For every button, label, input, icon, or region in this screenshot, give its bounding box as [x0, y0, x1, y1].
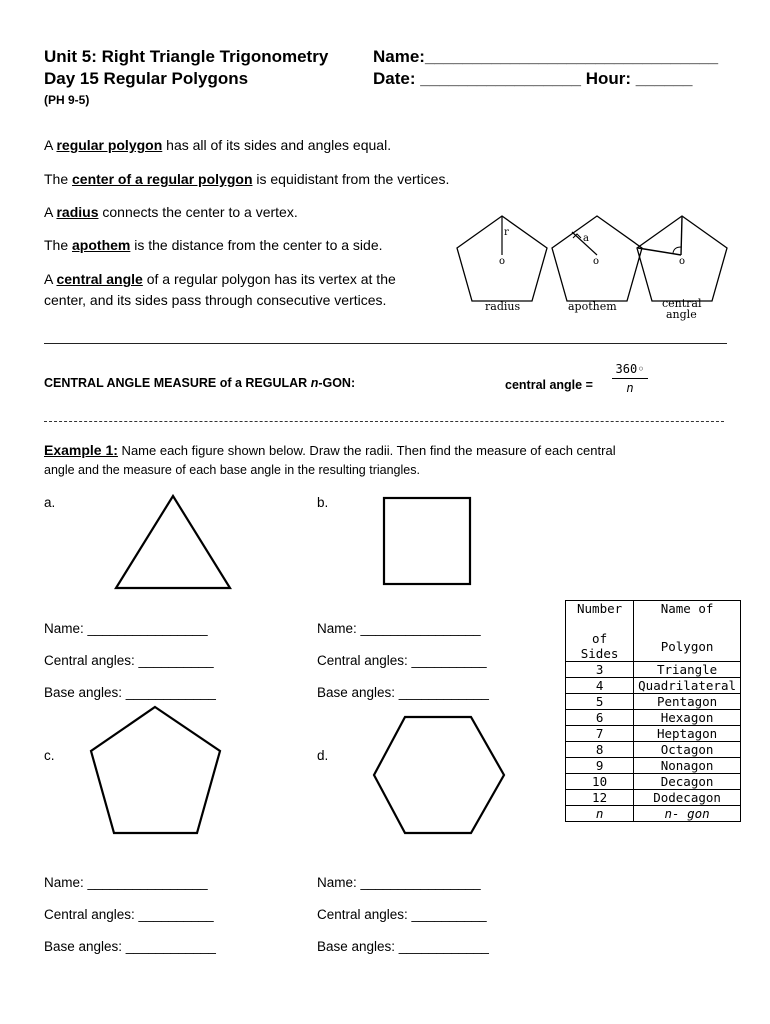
table-header-row-2: [566, 631, 741, 662]
center-o-label: o: [499, 256, 506, 267]
table-row: 8 Octagon: [566, 742, 741, 758]
item-a-central-field[interactable]: Central angles: __________: [44, 653, 214, 668]
central-angle-arc: [673, 247, 681, 253]
table-row: 6 Hexagon: [566, 710, 741, 726]
name-field[interactable]: [373, 47, 718, 67]
item-c-central-field[interactable]: Central angles: __________: [44, 907, 214, 922]
item-d-base-field[interactable]: Base angles: ____________: [317, 939, 489, 954]
item-a-letter: a.: [44, 495, 56, 510]
term: center of a regular polygon: [72, 171, 253, 187]
table-row: 12 Dodecagon: [566, 790, 741, 806]
pentagon-figure[interactable]: [88, 703, 228, 843]
table-row: 3 Triangle: [566, 662, 741, 678]
term: radius: [56, 204, 99, 220]
term: central angle: [56, 271, 143, 287]
item-c-name-field[interactable]: Name: ________________: [44, 875, 208, 890]
date-hour-fields[interactable]: [373, 69, 693, 89]
table-row: 5 Pentagon: [566, 694, 741, 710]
apothem-caption: apothem: [568, 300, 617, 313]
definition-central-angle: A central angle of a regular polygon has its vertex at the: [44, 271, 396, 287]
table-row: n n- gon: [566, 806, 741, 822]
example-instructions: Example 1: Name each figure shown below. Draw the radii. Then find the measure of each central: [44, 442, 616, 458]
header-of-sides: of Sides: [566, 631, 634, 662]
angle-caption: angle: [666, 308, 697, 321]
apothem-a-label: a: [583, 233, 589, 244]
hour-label: Hour:: [585, 69, 632, 88]
table-header-row: [566, 601, 741, 632]
item-d-central-field[interactable]: Central angles: __________: [317, 907, 487, 922]
item-a-name-field[interactable]: Name: ________________: [44, 621, 208, 636]
item-b-central-field[interactable]: Central angles: __________: [317, 653, 487, 668]
triangle-figure[interactable]: [110, 490, 236, 594]
item-a-base-field[interactable]: Base angles: ____________: [44, 685, 216, 700]
date-label: Date:: [373, 69, 416, 88]
header-number: Number: [566, 601, 634, 632]
table-row: 9 Nonagon: [566, 758, 741, 774]
formula-fraction: [612, 362, 648, 395]
name-line: _______________________________: [424, 47, 719, 66]
central-caption: central: [662, 297, 702, 310]
radius-r-label: r: [504, 227, 509, 238]
item-c-letter: c.: [44, 748, 55, 763]
formula-lhs: central angle =: [505, 378, 593, 392]
table-row: 4 Quadrilateral: [566, 678, 741, 694]
divider-top: [44, 343, 727, 344]
definition-radius: A radius connects the center to a vertex.: [44, 204, 298, 220]
definition-center: The center of a regular polygon is equidistant from the vertices.: [44, 171, 450, 187]
radius-caption: radius: [485, 300, 521, 313]
header-polygon: Polygon: [634, 631, 741, 662]
square-figure[interactable]: [378, 494, 476, 592]
apothem-center-label: o: [593, 256, 600, 267]
item-d-name-field[interactable]: Name: ________________: [317, 875, 481, 890]
pentagon-diagram: [452, 208, 737, 326]
hour-line: ______: [635, 69, 693, 88]
item-d-letter: d.: [317, 748, 329, 763]
table-row: 10 Decagon: [566, 774, 741, 790]
item-b-base-field[interactable]: Base angles: ____________: [317, 685, 489, 700]
section-reference: (PH 9-5): [44, 93, 90, 107]
header-name-of: Name of: [634, 601, 741, 632]
example-instructions-line2: angle and the measure of each base angle in the resulting triangles.: [44, 463, 420, 477]
central-center-label: o: [679, 256, 686, 267]
day-title: Day 15 Regular Polygons: [44, 69, 249, 88]
polygon-names-table: [565, 600, 741, 822]
example-label: Example 1:: [44, 442, 118, 458]
definition-apothem: The apothem is the distance from the center to a side.: [44, 237, 383, 253]
item-b-letter: b.: [317, 495, 329, 510]
definition-regular-polygon: A regular polygon has all of its sides and angles equal.: [44, 137, 392, 153]
term: apothem: [72, 237, 131, 253]
item-c-base-field[interactable]: Base angles: ____________: [44, 939, 216, 954]
definition-central-angle-line2: center, and its sides pass through consecutive vertices.: [44, 292, 387, 308]
unit-title: Unit 5: Right Triangle Trigonometry: [44, 47, 329, 66]
hexagon-figure[interactable]: [370, 713, 510, 837]
table-row: 7 Heptagon: [566, 726, 741, 742]
divider-bottom: [44, 421, 724, 422]
central-angle-heading: CENTRAL ANGLE MEASURE of a REGULAR n-GON:: [44, 376, 356, 390]
formula-denominator: n: [626, 381, 634, 395]
item-b-name-field[interactable]: Name: ________________: [317, 621, 481, 636]
term: regular polygon: [56, 137, 163, 153]
formula-numerator: 360◦: [612, 362, 648, 379]
central-radius-2: [681, 217, 682, 255]
name-label: Name:: [373, 47, 425, 66]
date-line: _________________: [420, 69, 581, 88]
